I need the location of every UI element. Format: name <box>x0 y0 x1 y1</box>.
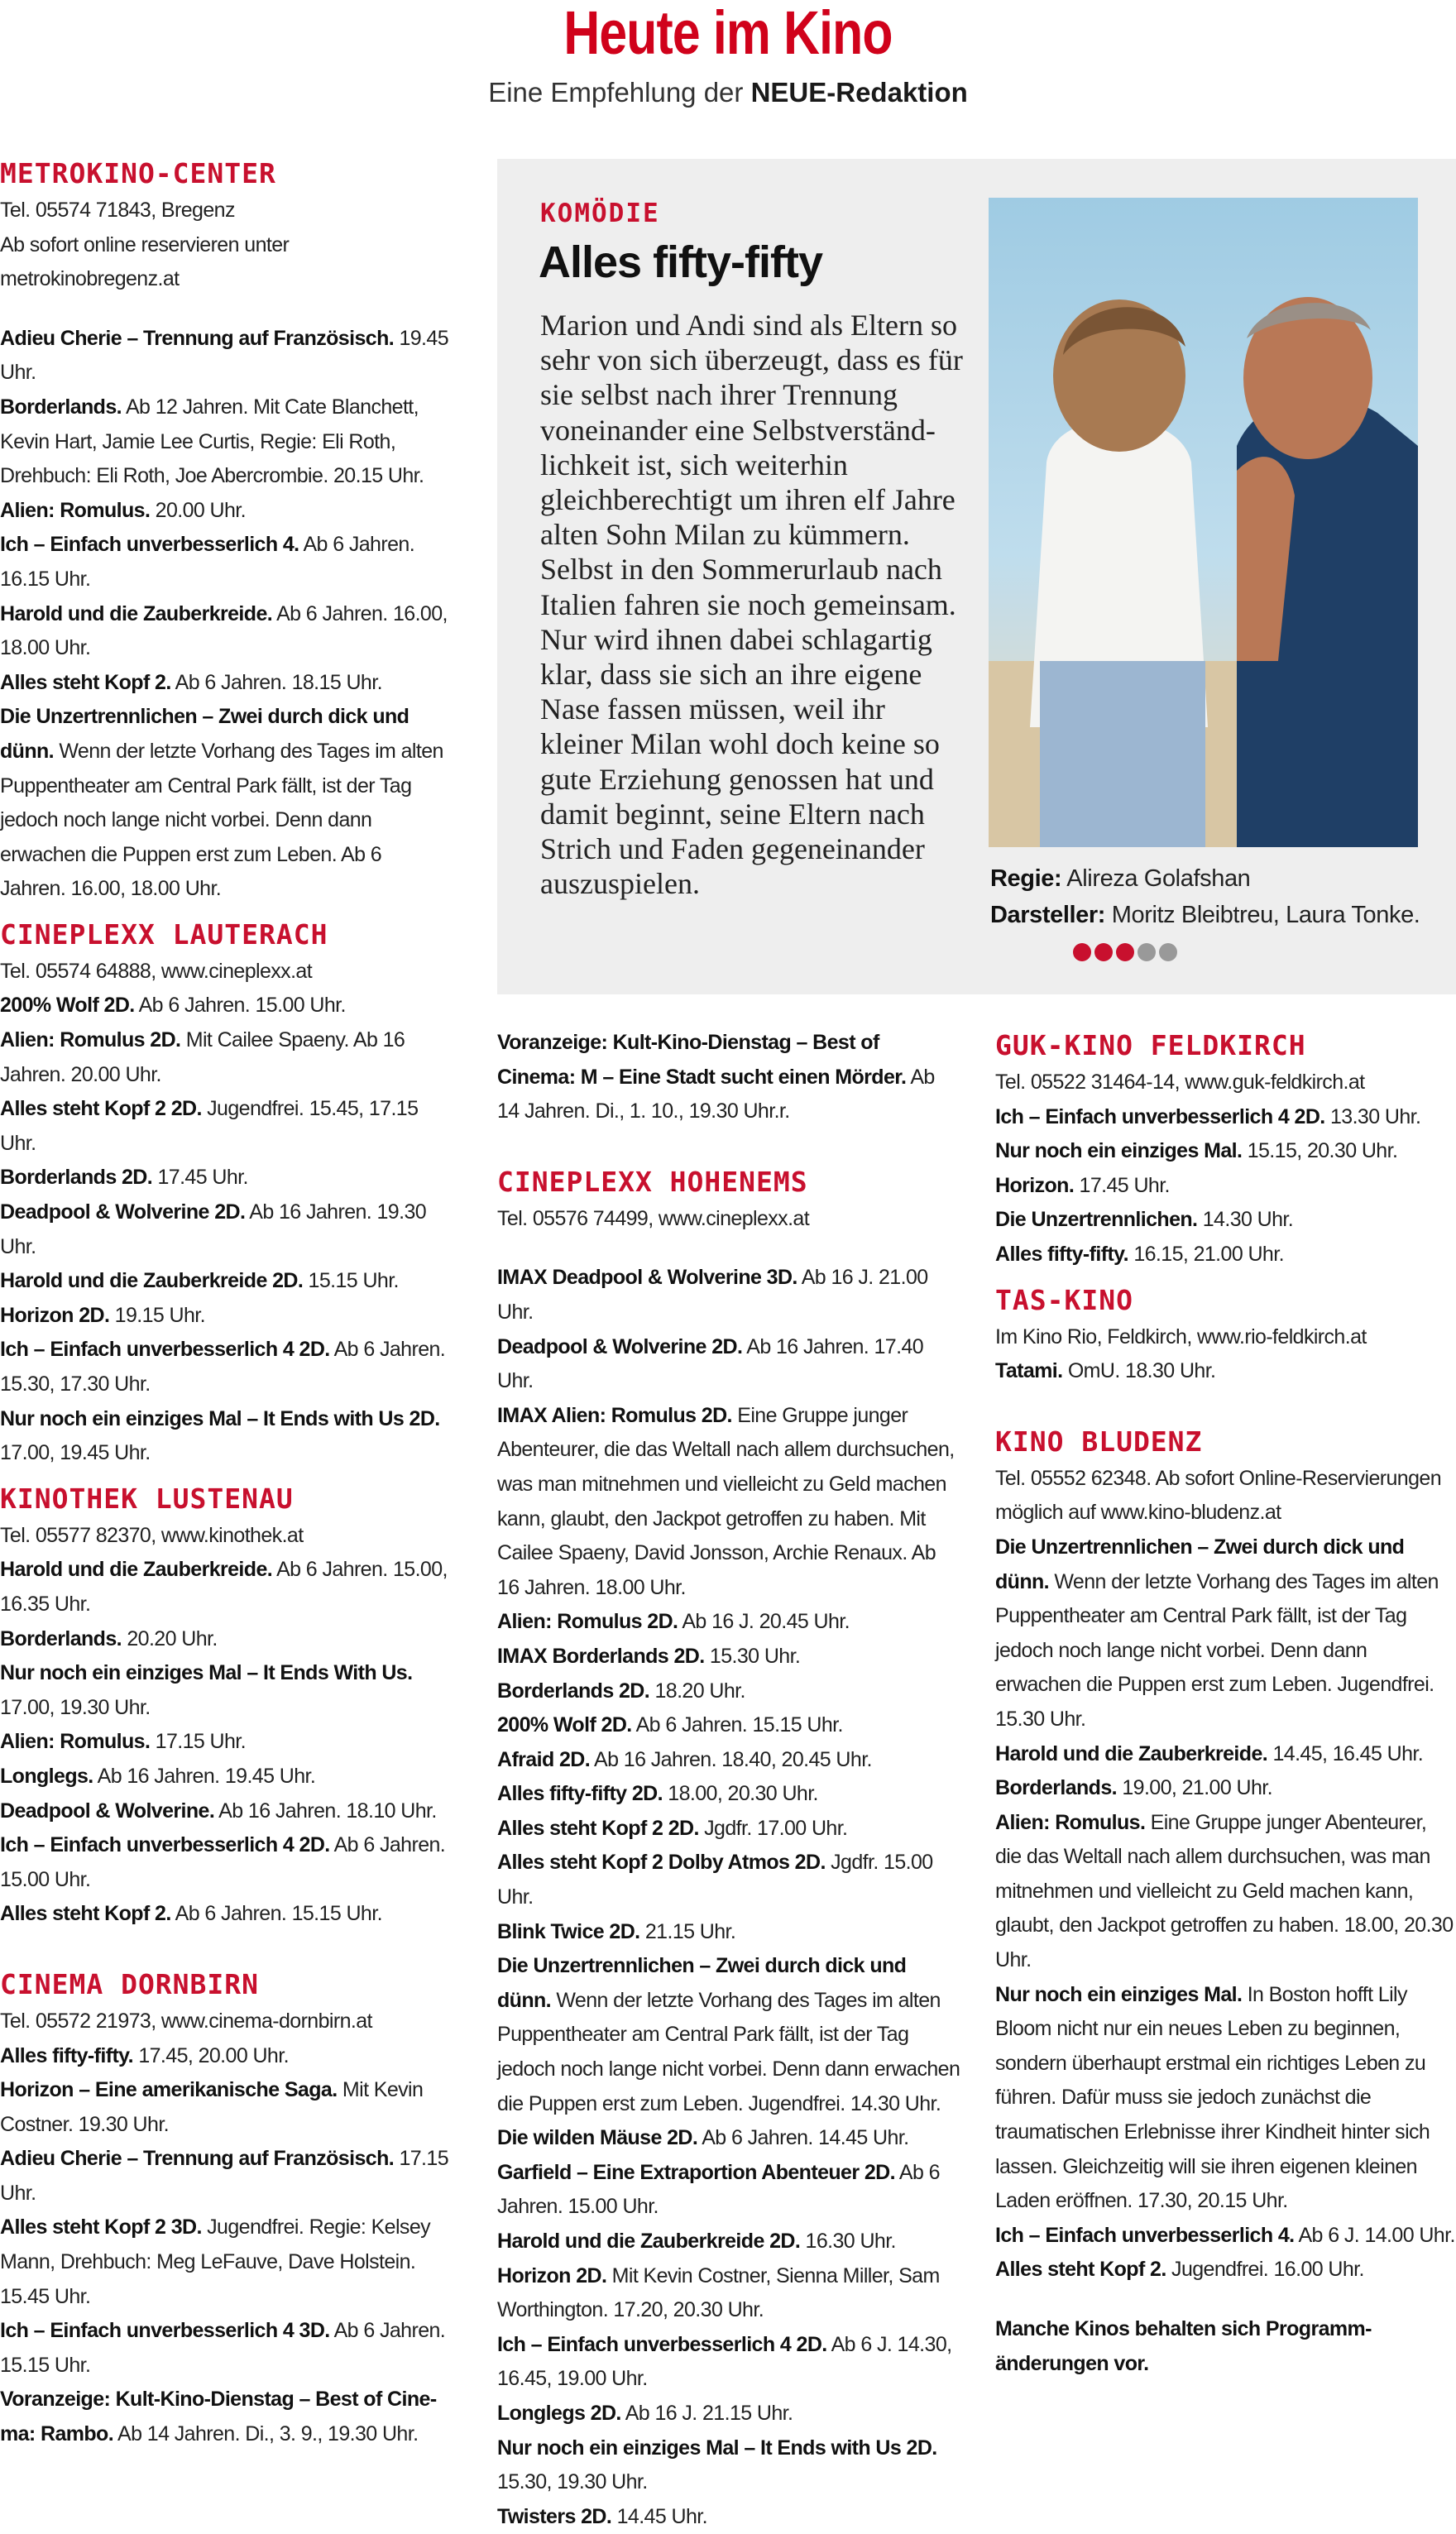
listing-entry <box>0 528 451 596</box>
film-details: Ab 6 Jahren. 16.00, 18.00 Uhr. <box>0 601 448 660</box>
listing-entry <box>0 2073 451 2142</box>
film-title: Deadpool & Wolverine. <box>0 1799 215 1823</box>
film-title: Nur noch ein einziges Mal – It Ends with Us 2D. <box>497 2436 937 2460</box>
feature-description: Marion und Andi sind als Eltern so sehr von sich überzeugt, dass es für sie selbst nach ihrer Trennung voneinander eine Selbstverständlichkeit ist, sich weiterhin gleichberechtigt um ihren elf Jahre alten Sohn Milan zu kümmern. Selbst in den Sommerurlaub nach Italien fahren sie noch gemeinsam. Nur wird ihnen dabei schlagartig klar, dass sie sich an ihre eigene Nase fassen müssen, weil ihr kleiner Milan wohl doch keine so gute Erziehung genossen hat und damit beginnt, seine Eltern nach Strich und Faden gegeneinander auszuspielen. <box>540 309 963 901</box>
listing-entry <box>995 1978 1456 2219</box>
film-title: Deadpool & Wolverine 2D. <box>497 1334 743 1358</box>
listing-entry <box>995 2253 1456 2287</box>
listing-entry <box>995 1066 1456 1100</box>
film-title: Ich – Einfach unverbesserlich 4 2D. <box>0 1338 330 1362</box>
film-details: Jgdfr. 15.00 Uhr. <box>497 1851 933 1909</box>
middle-column <box>497 1026 960 2534</box>
listing-entry <box>0 2039 451 2074</box>
film-details: Wenn der letzte Vorhang des Tages im alten Puppentheater am Central Park fällt, ist der Tag jedoch noch lange nicht vorbei. Denn dann erwachen die Puppen erst zum Leben. Jugendfrei. 14.30 Uhr. <box>497 1988 960 2115</box>
film-title: Afraid 2D. <box>497 1747 591 1771</box>
listing-entry <box>0 1622 451 1657</box>
film-details: Ab 6 Jahren. 15.15 Uhr. <box>170 1902 382 1926</box>
film-title: Nur noch ein einziges Mal. <box>995 1982 1243 2006</box>
film-details: 17.15 Uhr. <box>150 1730 246 1754</box>
spacer <box>497 1129 960 1154</box>
film-title: Ich – Einfach unverbesserlich 4 2D. <box>497 2332 827 2356</box>
film-details: Ab 14 Jahren. Di., 3. 9., 19.30 Uhr. <box>113 2422 419 2446</box>
film-details: 13.30 Uhr. <box>1324 1104 1421 1128</box>
film-details: Ab 6 Jahren. 15.15 Uhr. <box>631 1713 843 1737</box>
film-details: In Boston hofft Lily Bloom nicht nur ein neues Leben zu beginnen, sondern überhaupt erstmal ein richtiges Leben zu führen. Dafür muss sie jedoch zunächst die traumatischen Erlebnisse ihrer Kindheit hinter sich lassen. Gleichzeitig will sie ihren eigenen kleinen Laden eröffnen. 17.30, 20.15 Uhr. <box>995 1982 1430 2213</box>
film-details: 18.00, 20.30 Uhr. <box>662 1782 818 1806</box>
film-title: Harold und die Zauberkreide. <box>0 601 273 625</box>
rating-dot-filled <box>1094 943 1113 961</box>
film-details: Ab sofort online reservieren unter metrokinobregenz.at <box>0 232 290 291</box>
film-still-illustration <box>989 198 1418 847</box>
film-title: Horizon. <box>995 1173 1075 1197</box>
listing-entry <box>0 597 451 666</box>
listing-entry <box>0 955 451 989</box>
listing-entry <box>0 494 451 529</box>
film-details: Tel. 05574 64888, www.cineplexx.at <box>0 959 313 983</box>
subtitle-brand: NEUE-Redaktion <box>750 77 968 108</box>
film-details: Wenn der letzte Vorhang des Tages im alten Puppentheater am Central Park fällt, ist der Tag jedoch noch lange nicht vorbei. Denn dann erwachen die Puppen erst zum Leben. Jugendfrei. 15.30 Uhr. <box>995 1569 1439 1731</box>
cast-line <box>990 897 1437 970</box>
film-title: Borderlands 2D. <box>497 1679 650 1703</box>
listing-entry <box>497 2328 960 2397</box>
film-title: Borderlands. <box>0 1626 122 1650</box>
film-title: Alien: Romulus 2D. <box>497 1610 678 1634</box>
spacer <box>0 297 451 322</box>
film-title: Alien: Romulus 2D. <box>0 1028 181 1052</box>
film-title: Blink Twice 2D. <box>497 1919 640 1943</box>
listing-entry <box>497 1846 960 1914</box>
film-title: Alien: Romulus. <box>0 498 151 522</box>
listing-entry <box>0 1656 451 1725</box>
listing-entry <box>0 1402 451 1471</box>
film-details: Jgdfr. 17.00 Uhr. <box>698 1816 848 1840</box>
film-details: Tel. 05576 74499, www.cineplexx.at <box>497 1206 810 1230</box>
listing-entry <box>995 1354 1456 1389</box>
film-title: Alien: Romulus. <box>0 1730 151 1754</box>
rating-dot-empty <box>1138 943 1156 961</box>
film-title: Die Unzertrennlichen – Zwei durch dick und dünn. <box>0 705 410 763</box>
film-details: Wenn der letzte Vorhang des Tages im alten Puppentheater am Central Park fällt, ist der Tag jedoch noch lange nicht vorbei. Denn dann erwachen die Puppen erst zum Leben. Ab 6 Jahren. 16.00, 18.00 Uhr. <box>0 739 443 901</box>
film-title: Harold und die Zauberkreide. <box>0 1558 273 1582</box>
film-title: Alles fifty-fifty 2D. <box>497 1782 663 1806</box>
film-details: 17.00, 19.45 Uhr. <box>0 1441 151 1465</box>
listing-entry <box>0 2383 451 2451</box>
film-details: Im Kino Rio, Feldkirch, www.rio-feldkirch.at <box>995 1324 1367 1348</box>
rating-dots <box>1073 943 1177 961</box>
right-column <box>995 1026 1456 2381</box>
film-title: Die Unzertrennlichen – Zwei durch dick und dünn. <box>995 1535 1405 1593</box>
film-title: Horizon 2D. <box>0 1303 110 1327</box>
film-title: IMAX Deadpool & Wolverine 3D. <box>497 1266 797 1290</box>
feature-credits <box>990 860 1437 970</box>
film-details: Jugendfrei. 16.00 Uhr. <box>1166 2258 1364 2282</box>
listing-entry <box>0 1897 451 1932</box>
listing-entry <box>0 1092 451 1161</box>
film-details: 17.00, 19.30 Uhr. <box>0 1695 151 1719</box>
film-details: Ab 6 Jahren. 18.15 Uhr. <box>170 670 382 694</box>
film-title: Longlegs 2D. <box>497 2401 621 2425</box>
film-details: Ab 6 Jahren. 15.30, 17.30 Uhr. <box>0 1338 446 1396</box>
spacer <box>497 1236 960 1261</box>
film-title: Alles fifty-fifty. <box>995 1242 1128 1266</box>
film-details: Ab 16 Jahren. 19.30 Uhr. <box>0 1200 427 1258</box>
listing-entry <box>0 1794 451 1829</box>
left-column <box>0 154 451 2452</box>
listing-entry <box>0 194 451 228</box>
listing-entry <box>0 2314 451 2383</box>
film-details: Eine Gruppe junger Abenteurer, die das Weltall nach allem durchsuchen, was man mitnehmen und vielleicht zu Geld machen kann, glaubt, den Jackpot getroffen zu haben. 18.00, 20.30 Uhr. <box>995 1810 1454 1972</box>
film-details: Ab 6 Jahren. 15.00 Uhr. <box>497 2160 940 2219</box>
film-details: 19.45 Uhr. <box>0 326 449 385</box>
film-details: 17.45 Uhr. <box>152 1166 248 1190</box>
film-title: Alles steht Kopf 2 Dolby Atmos 2D. <box>497 1851 826 1875</box>
film-details: Ab 16 J. 21.15 Uhr. <box>620 2401 793 2425</box>
film-details: 15.15 Uhr. <box>303 1269 399 1293</box>
film-details: 14.45 Uhr. <box>611 2504 707 2528</box>
film-title: Manche Kinos behalten sich Programmänderungen vor. <box>995 2317 1372 2375</box>
film-title: Ich – Einfach unverbesserlich 4. <box>995 2223 1295 2247</box>
film-details: Jugendfrei. Regie: Kelsey Mann, Drehbuch: Meg LeFauve, Dave Holstein. 15.45 Uhr. <box>0 2215 431 2308</box>
film-details: Ab 16 J. 20.45 Uhr. <box>678 1610 850 1634</box>
listing-entry <box>0 666 451 701</box>
feature-genre: KOMÖDIE <box>540 199 660 228</box>
listing-entry <box>0 1161 451 1195</box>
film-details: 19.15 Uhr. <box>109 1303 205 1327</box>
director-name: Alireza Golafshan <box>1066 865 1251 892</box>
film-title: Die Unzertrennlichen. <box>995 1208 1198 1232</box>
film-title: Alles fifty-fifty. <box>0 2043 133 2067</box>
film-details: Ab 16 Jahren. 18.40, 20.45 Uhr. <box>590 1747 872 1771</box>
rating-dot-empty <box>1159 943 1177 961</box>
cinema-heading: METROKINO-CENTER <box>0 157 276 189</box>
film-details: 15.15, 20.30 Uhr. <box>1242 1139 1398 1163</box>
listing-entry <box>995 1203 1456 1238</box>
listing-entry <box>0 228 451 297</box>
film-details: Ab 12 Jahren. Mit Cate Blanchett, Kevin Hart, Jamie Lee Curtis, Regie: Eli Roth, Drehbuch: Eli Roth, Joe Abercrombie. 20.15 Uhr. <box>0 395 424 488</box>
film-title: Adieu Cherie – Trennung auf Französisch. <box>0 326 395 350</box>
cinema-heading: GUK-KINO FELDKIRCH <box>995 1029 1306 1061</box>
listing-entry <box>497 1399 960 1606</box>
film-details: 15.30, 19.30 Uhr. <box>497 2470 648 2494</box>
film-details: 17.45 Uhr. <box>1074 1173 1170 1197</box>
film-title: Alles steht Kopf 2. <box>0 670 171 694</box>
listing-entry <box>0 1023 451 1092</box>
film-details: Mit Cailee Spaeny. Ab 16 Jahren. 20.00 Uhr. <box>0 1028 405 1086</box>
film-title: Garfield – Eine Extraportion Abenteuer 2D. <box>497 2160 895 2184</box>
listing-entry <box>0 1264 451 1299</box>
film-details: 16.15, 21.00 Uhr. <box>1128 1242 1284 1266</box>
film-title: Nur noch ein einziges Mal. <box>995 1139 1243 1163</box>
film-details: Tel. 05522 31464-14, www.guk-feldkirch.at <box>995 1071 1365 1094</box>
listing-entry <box>0 1725 451 1760</box>
listing-entry <box>497 1605 960 1640</box>
film-details: 15.30 Uhr. <box>704 1644 801 1668</box>
film-details: 19.00, 21.00 Uhr. <box>1117 1776 1272 1800</box>
film-title: Die Unzertrennlichen – Zwei durch dick und dünn. <box>497 1954 907 2012</box>
film-title: Ich – Einfach unverbesserlich 4 2D. <box>995 1104 1325 1128</box>
listing-entry <box>497 1261 960 1329</box>
cinema-heading: KINOTHEK LUSTENAU <box>0 1482 294 1515</box>
listing-entry <box>0 989 451 1023</box>
listing-entry <box>497 1330 960 1399</box>
film-details: Ab 6 Jahren. 15.15 Uhr. <box>0 2319 446 2377</box>
listing-entry <box>995 1806 1456 1978</box>
listing-entry <box>0 1299 451 1334</box>
cinema-heading: TAS-KINO <box>995 1283 1133 1316</box>
cinema-heading: CINEPLEXX LAUTERACH <box>0 917 328 951</box>
listing-entry <box>497 2397 960 2431</box>
film-details: 14.45, 16.45 Uhr. <box>1267 1741 1424 1765</box>
listing-entry <box>995 1771 1456 1806</box>
film-details: 17.45, 20.00 Uhr. <box>132 2043 289 2067</box>
listing-entry <box>995 1134 1456 1169</box>
film-title: Borderlands. <box>0 395 122 419</box>
film-title: Harold und die Zauberkreide 2D. <box>0 1269 304 1293</box>
film-details: Ab 16 J. 21.00 Uhr. <box>497 1266 928 1324</box>
film-title: IMAX Alien: Romulus 2D. <box>497 1403 732 1427</box>
listing-entry <box>0 1195 451 1264</box>
listing-entry <box>0 1333 451 1401</box>
cast-label: Darsteller: <box>990 902 1106 928</box>
film-title: Alles steht Kopf 2 2D. <box>0 1097 202 1121</box>
listing-entry <box>995 1238 1456 1272</box>
film-title: Harold und die Zauberkreide 2D. <box>497 2230 801 2253</box>
listing-entry <box>995 1737 1456 1772</box>
film-details: Ab 6 Jahren. 14.45 Uhr. <box>697 2126 909 2150</box>
film-details: Ab 6 Jahren. 16.15 Uhr. <box>0 533 415 591</box>
cinema-heading: KINO BLUDENZ <box>995 1425 1203 1458</box>
listing-entry <box>497 1026 960 1129</box>
listing-entry <box>497 1812 960 1847</box>
film-details: Mit Kevin Costner. 19.30 Uhr. <box>0 2078 424 2136</box>
film-title: Borderlands 2D. <box>0 1166 153 1190</box>
cinema-heading: CINEPLEXX HOHENEMS <box>497 1165 808 1198</box>
listing-entry <box>995 1462 1456 1530</box>
film-title: Alles steht Kopf 2 2D. <box>497 1816 699 1840</box>
film-details: Tel. 05577 82370, www.kinothek.at <box>0 1523 304 1547</box>
film-details: Ab 6 J. 14.30, 16.45, 19.00 Uhr. <box>497 2332 952 2391</box>
film-title: Alles steht Kopf 2. <box>995 2258 1166 2282</box>
listing-entry <box>995 1320 1456 1355</box>
film-title: Ich – Einfach unverbesserlich 4. <box>0 533 299 557</box>
film-title: Harold und die Zauberkreide. <box>995 1741 1268 1765</box>
film-title: IMAX Borderlands 2D. <box>497 1644 705 1668</box>
listing-entry <box>497 1743 960 1778</box>
subtitle-prefix: Eine Empfehlung der <box>488 77 751 108</box>
listing-entry <box>995 2219 1456 2254</box>
listing-entry <box>497 2121 960 2156</box>
feature-title: Alles fifty-fifty <box>539 237 823 287</box>
film-details: Ab 6 Jahren. 15.00 Uhr. <box>134 994 346 1018</box>
listing-entry <box>497 2156 960 2225</box>
film-details: Ab 16 Jahren. 17.40 Uhr. <box>497 1334 924 1393</box>
listing-entry <box>995 2312 1456 2381</box>
film-details: Ab 16 Jahren. 19.45 Uhr. <box>93 1764 316 1788</box>
listing-entry <box>0 2005 451 2039</box>
listing-entry <box>0 2211 451 2314</box>
listing-entry <box>0 1519 451 1554</box>
film-title: Horizon – Eine amerikanische Saga. <box>0 2078 338 2102</box>
rating-dot-filled <box>1073 943 1091 961</box>
featured-film-box <box>497 159 1456 994</box>
director-label: Regie: <box>990 865 1062 892</box>
listing-entry <box>497 1708 960 1743</box>
cinema-heading: CINEMA DORNBIRN <box>0 1967 260 2000</box>
listing-entry <box>497 2259 960 2328</box>
film-title: Alles steht Kopf 2 3D. <box>0 2215 202 2239</box>
listing-entry <box>497 1915 960 1950</box>
film-title: 200% Wolf 2D. <box>497 1713 632 1737</box>
director-line <box>990 860 1437 897</box>
listing-entry <box>995 1169 1456 1204</box>
listing-entry <box>0 2142 451 2211</box>
listing-entry <box>0 322 451 390</box>
film-title: Alles steht Kopf 2. <box>0 1902 171 1926</box>
listing-entry <box>0 1553 451 1621</box>
film-details: Ab 6 J. 14.00 Uhr. <box>1294 2223 1455 2247</box>
listing-entry <box>0 1760 451 1794</box>
film-details: Ab 6 Jahren. 15.00 Uhr. <box>0 1833 446 1891</box>
film-title: Nur noch ein einziges Mal – It Ends With Us. <box>0 1661 413 1685</box>
listing-entry <box>497 1674 960 1709</box>
spacer <box>0 1932 451 1957</box>
film-title: Deadpool & Wolverine 2D. <box>0 1200 246 1224</box>
film-details: 14.30 Uhr. <box>1197 1208 1294 1232</box>
film-title: Borderlands. <box>995 1776 1117 1800</box>
film-title: Alien: Romulus. <box>995 1810 1146 1834</box>
film-title: Ich – Einfach unverbesserlich 4 2D. <box>0 1833 330 1857</box>
listing-entry <box>995 1100 1456 1135</box>
film-details: Ab 14 Jahren. Di., 1. 10., 19.30 Uhr.r. <box>497 1065 935 1123</box>
film-title: Longlegs. <box>0 1764 93 1788</box>
listing-entry <box>497 1202 960 1237</box>
film-title: Die wilden Mäuse 2D. <box>497 2126 698 2150</box>
film-title: Adieu Cherie – Trennung auf Französisch. <box>0 2147 395 2171</box>
film-details: Ab 16 Jahren. 18.10 Uhr. <box>214 1799 437 1823</box>
film-title: Voranzeige: Kult-Kino-Dienstag – Best of Cinema: M – Eine Stadt sucht einen Mörder. <box>497 1031 907 1089</box>
page-subtitle <box>0 76 1456 109</box>
film-details: Eine Gruppe junger Abenteurer, die das Weltall nach allem durchsuchen, was man mitnehmen und vielleicht zu Geld machen kann, glaubt, den Jackpot getroffen zu haben. Mit Cailee Spaeny, David Jonsson, Archie Renaux. Ab 16 Jahren. 18.00 Uhr. <box>497 1403 955 1599</box>
film-details: 17.15 Uhr. <box>0 2147 449 2205</box>
listing-entry <box>995 1530 1456 1737</box>
film-title: Horizon 2D. <box>497 2263 607 2287</box>
film-title: Twisters 2D. <box>497 2504 612 2528</box>
listing-entry <box>497 2431 960 2500</box>
cast-names: Moritz Bleibtreu, Laura Tonke. <box>1111 902 1420 928</box>
film-title: Nur noch ein einziges Mal – It Ends with Us 2D. <box>0 1406 440 1430</box>
film-details: 21.15 Uhr. <box>639 1919 736 1943</box>
film-details: Tel. 05552 62348. Ab sofort Online-Reservierungen möglich auf www.kino-bludenz.at <box>995 1466 1442 1525</box>
film-still-photo <box>989 198 1418 847</box>
film-details: Tel. 05574 71843, Bregenz <box>0 199 235 222</box>
listing-entry <box>0 390 451 494</box>
film-details: Mit Kevin Costner, Sienna Miller, Sam Worthington. 17.20, 20.30 Uhr. <box>497 2263 940 2322</box>
page-title: Heute im Kino <box>563 0 893 67</box>
listing-entry <box>497 2225 960 2259</box>
film-title: Tatami. <box>995 1359 1063 1383</box>
film-details: Tel. 05572 21973, www.cinema-dornbirn.at <box>0 2009 372 2033</box>
listing-entry <box>0 700 451 907</box>
film-title: 200% Wolf 2D. <box>0 994 135 1018</box>
listing-entry <box>0 1828 451 1897</box>
film-title: Voranzeige: Kult-Kino-Dienstag – Best of Cinema: Rambo. <box>0 2388 438 2446</box>
film-details: 20.00 Uhr. <box>150 498 246 522</box>
listing-entry <box>497 1777 960 1812</box>
listing-entry <box>497 1640 960 1674</box>
film-details: OmU. 18.30 Uhr. <box>1062 1359 1216 1383</box>
listing-entry <box>497 2500 960 2534</box>
film-details: Ab 6 Jahren. 15.00, 16.35 Uhr. <box>0 1558 448 1616</box>
listing-entry <box>497 1949 960 2121</box>
film-details: 18.20 Uhr. <box>649 1679 745 1703</box>
film-title: Ich – Einfach unverbesserlich 4 3D. <box>0 2319 330 2343</box>
spacer <box>995 2287 1456 2312</box>
film-details: 16.30 Uhr. <box>800 2230 896 2253</box>
spacer <box>995 1389 1456 1414</box>
film-details: Jugendfrei. 15.45, 17.15 Uhr. <box>0 1097 419 1155</box>
rating-dot-filled <box>1116 943 1134 961</box>
film-details: 20.20 Uhr. <box>122 1626 218 1650</box>
